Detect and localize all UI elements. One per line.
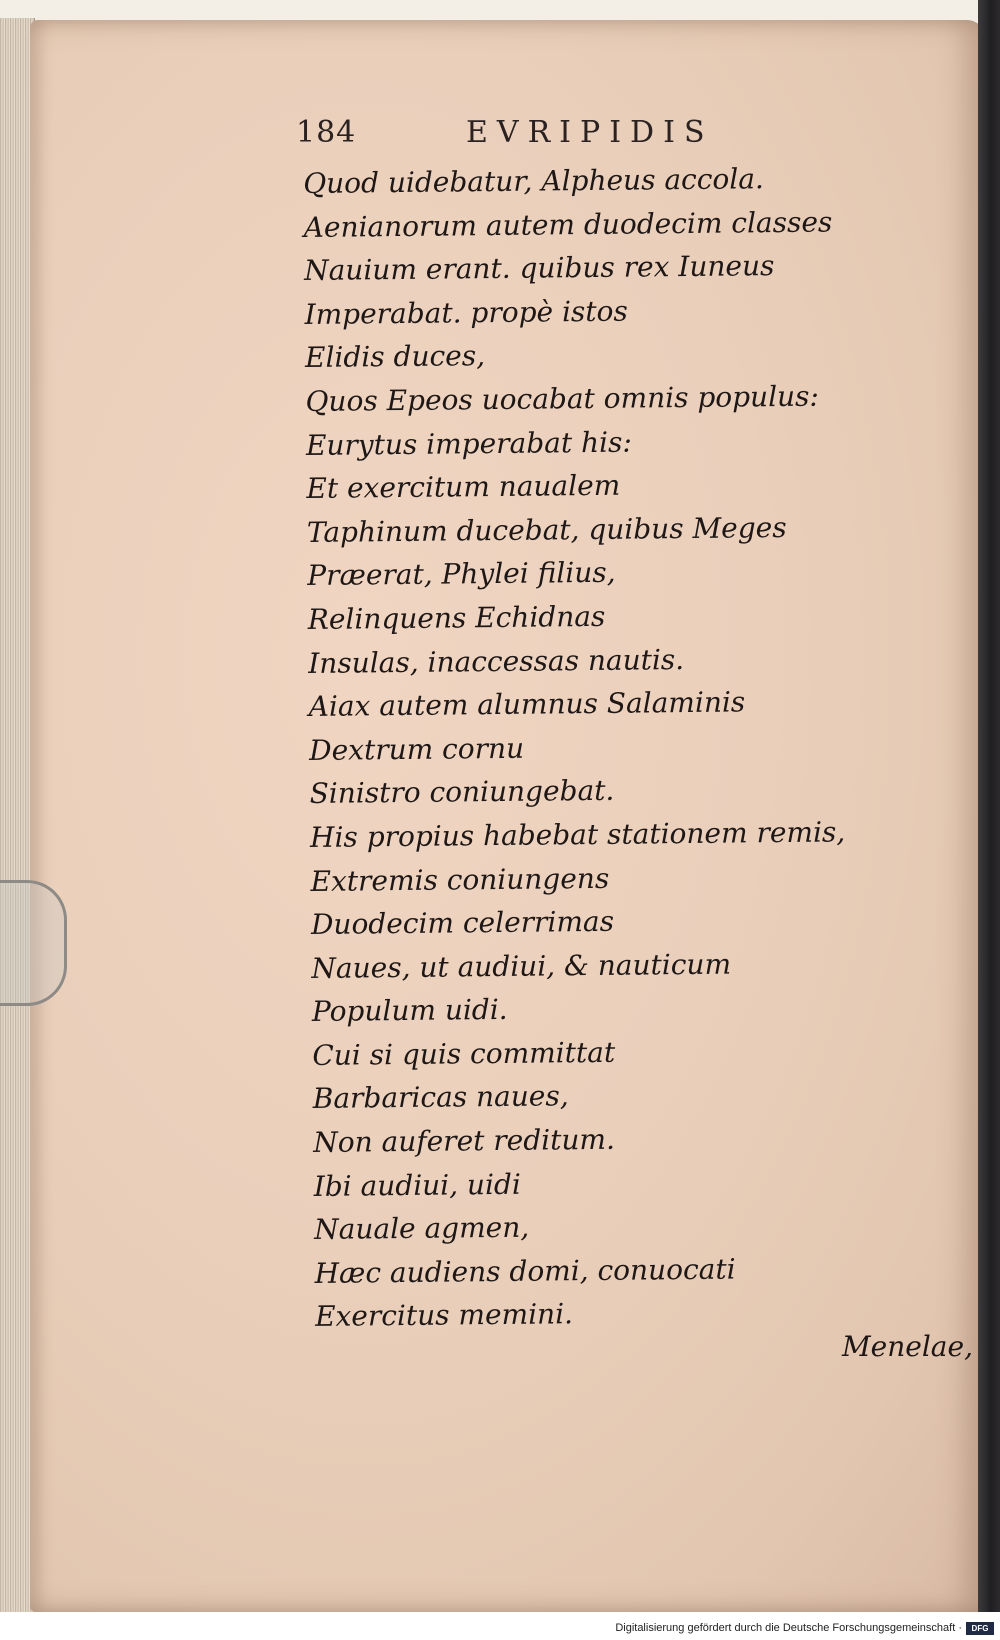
verse-line: Barbaricas naues, bbox=[312, 1079, 569, 1116]
verse-line: Duodecim celerrimas bbox=[310, 904, 615, 942]
verse-line: Et exercitum naualem bbox=[306, 468, 621, 506]
footer-bar bbox=[0, 1612, 1000, 1640]
verse-line: Exercitus memini. bbox=[314, 1297, 574, 1334]
verse-line: Sinistro coniungebat. bbox=[309, 774, 615, 811]
header-title: EVRIPIDIS bbox=[466, 115, 714, 150]
verse-line: Quod uidebatur, Alpheus accola. bbox=[303, 162, 765, 200]
verse-line: Elidis duces, bbox=[304, 339, 486, 375]
verse-line: Ibi audiui, uidi bbox=[313, 1167, 521, 1203]
bookmark-clip-icon bbox=[0, 880, 67, 1006]
verse-line: Eurytus imperabat his: bbox=[305, 425, 632, 462]
verse-text bbox=[303, 157, 846, 1339]
verse-line: Præerat, Phylei filius, bbox=[307, 556, 616, 593]
verse-line: Naues, ut audiui, & nauticum bbox=[311, 947, 732, 985]
verse-line: Nauale agmen, bbox=[314, 1210, 530, 1247]
verse-line: Aenianorum autem duodecim classes bbox=[303, 205, 833, 244]
verse-line: Extremis coniungens bbox=[310, 861, 610, 898]
verse-line: Insulas, inaccessas nautis. bbox=[308, 642, 685, 680]
verse-line: Cui si quis committat bbox=[312, 1035, 616, 1072]
dfg-logo-icon: DFG bbox=[966, 1622, 994, 1635]
verse-line: Imperabat. propè istos bbox=[304, 294, 628, 331]
verse-line: Taphinum ducebat, quibus Meges bbox=[306, 510, 787, 549]
page-number: 184 bbox=[296, 115, 357, 150]
verse-line: Hæc audiens domi, conuocati bbox=[314, 1252, 736, 1290]
funding-credit: Digitalisierung gefördert durch die Deutsche Forschungsgemeinschaft · bbox=[615, 1622, 962, 1634]
verse-line: His propius habebat stationem remis, bbox=[309, 815, 846, 854]
verse-line: Populum uidi. bbox=[311, 993, 508, 1029]
verse-line: Relinquens Echidnas bbox=[307, 599, 606, 636]
verse-line: Quos Epeos uocabat omnis populus: bbox=[305, 379, 820, 418]
verse-line: Non auferet reditum. bbox=[313, 1122, 616, 1160]
catchword: Menelae, bbox=[842, 1330, 973, 1363]
verse-line: Aiax autem alumnus Salaminis bbox=[308, 685, 746, 724]
verse-line: Dextrum cornu bbox=[308, 731, 525, 767]
book-cover-edge bbox=[978, 0, 1000, 1612]
verse-line: Nauium erant. quibus rex Iuneus bbox=[303, 249, 775, 288]
